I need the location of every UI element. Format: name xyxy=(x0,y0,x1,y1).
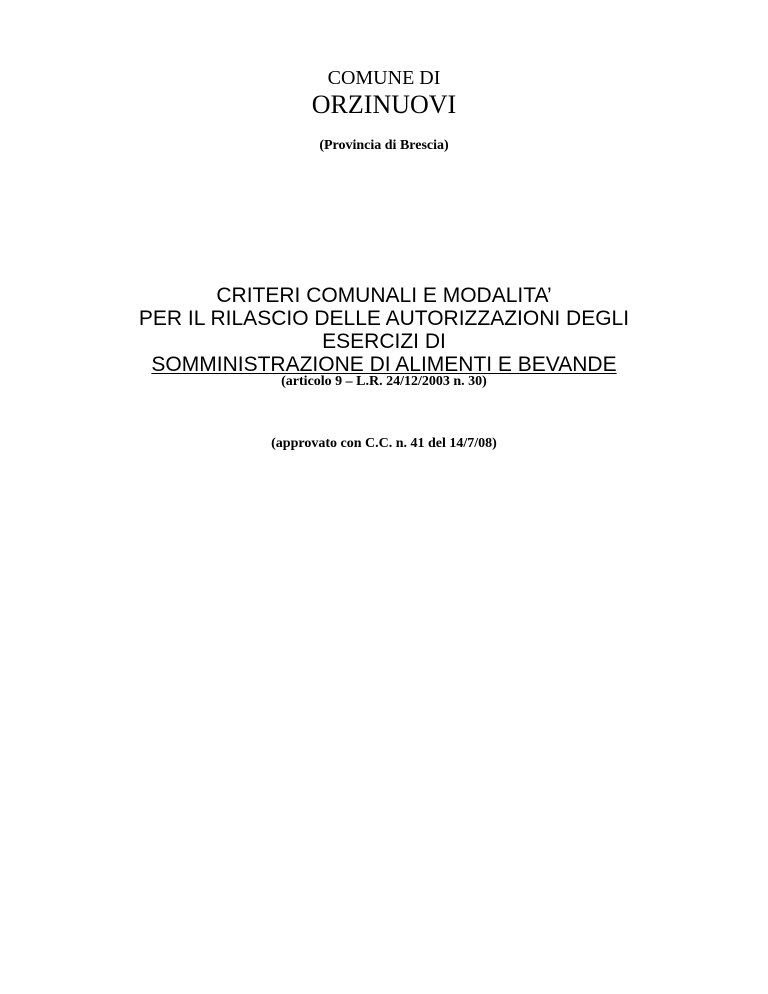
provincia-label: (Provincia di Brescia) xyxy=(319,138,449,153)
approval-note: (approvato con C.C. n. 41 del 14/7/08) xyxy=(271,436,497,451)
title-line-4 xyxy=(0,353,768,376)
town-name: ORZINUOVI xyxy=(311,90,457,119)
title-line-2: PER IL RILASCIO DELLE AUTORIZZAZIONI DEGLI xyxy=(138,307,630,330)
legal-reference: (articolo 9 – L.R. 24/12/2003 n. 30) xyxy=(281,374,487,389)
document-title xyxy=(0,284,768,376)
title-line-1: CRITERI COMUNALI E MODALITA’ xyxy=(216,284,552,307)
comune-label: COMUNE DI xyxy=(327,67,441,89)
title-line-4-text: SOMMINISTRAZIONE DI ALIMENTI E BEVANDE xyxy=(151,353,617,376)
title-line-3: ESERCIZI DI xyxy=(322,330,446,353)
